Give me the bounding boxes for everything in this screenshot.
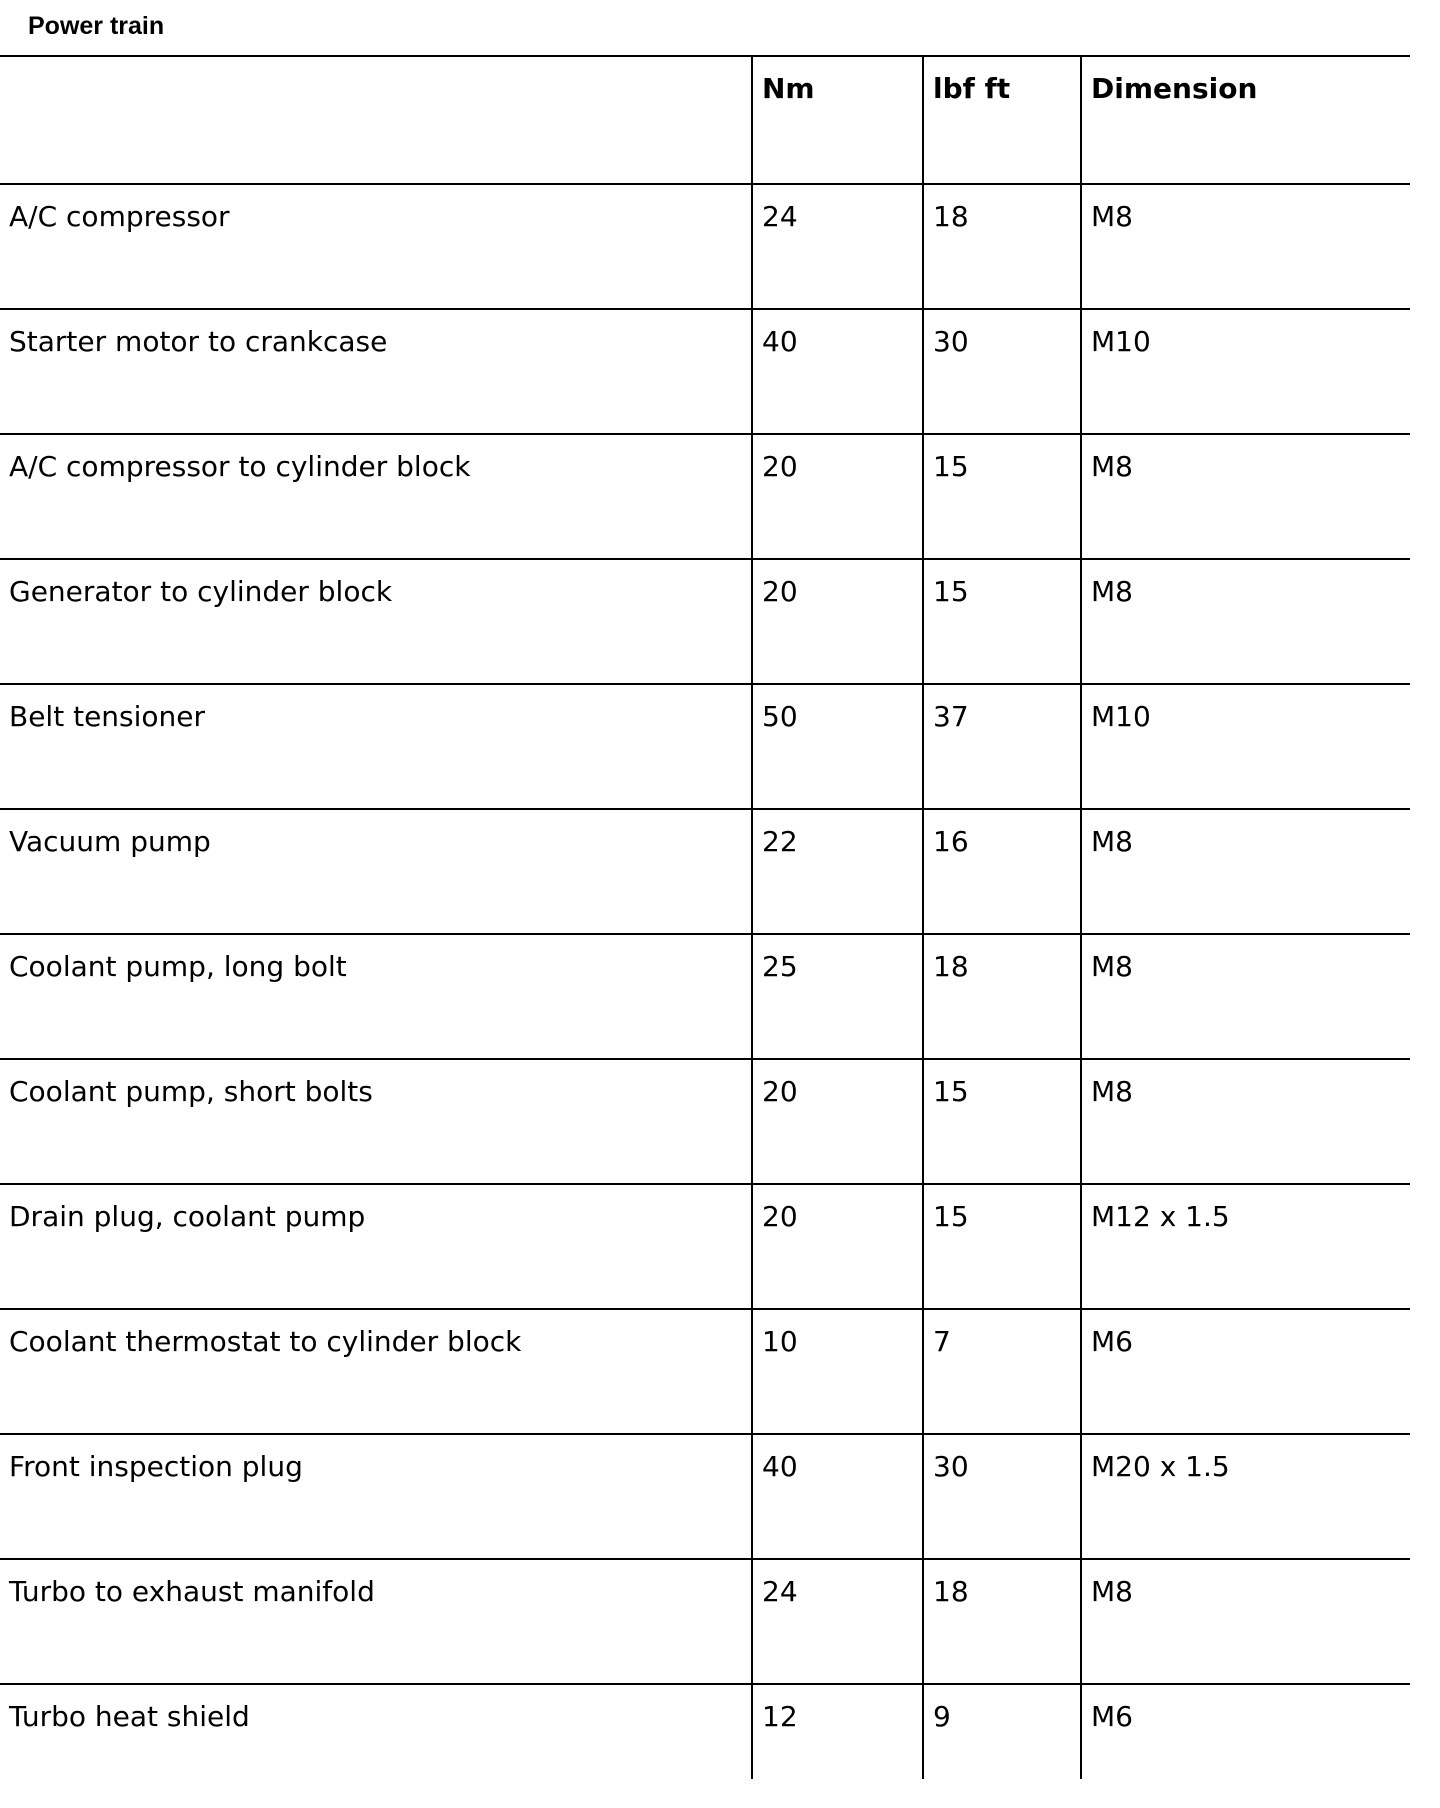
cell-dimension: M8	[1081, 559, 1410, 684]
cell-nm: 10	[752, 1309, 923, 1434]
cell-lbf-ft: 18	[923, 934, 1081, 1059]
cell-nm: 40	[752, 309, 923, 434]
table-row	[0, 1059, 1410, 1184]
cell-nm: 12	[752, 1684, 923, 1779]
cell-lbf-ft: 30	[923, 309, 1081, 434]
cell-lbf-ft: 15	[923, 559, 1081, 684]
cell-dimension: M8	[1081, 184, 1410, 309]
table-row	[0, 809, 1410, 934]
table-header-row	[0, 56, 1410, 184]
cell-dimension: M8	[1081, 1059, 1410, 1184]
table-row	[0, 1559, 1410, 1684]
header-nm: Nm	[752, 56, 923, 184]
cell-description: Coolant thermostat to cylinder block	[0, 1309, 752, 1434]
cell-description: Turbo to exhaust manifold	[0, 1559, 752, 1684]
cell-dimension: M8	[1081, 934, 1410, 1059]
cell-description: Vacuum pump	[0, 809, 752, 934]
cell-lbf-ft: 7	[923, 1309, 1081, 1434]
cell-dimension: M8	[1081, 809, 1410, 934]
cell-dimension: M8	[1081, 1559, 1410, 1684]
cell-description: A/C compressor to cylinder block	[0, 434, 752, 559]
cell-dimension: M8	[1081, 434, 1410, 559]
cell-nm: 40	[752, 1434, 923, 1559]
cell-description: Belt tensioner	[0, 684, 752, 809]
cell-description: Coolant pump, long bolt	[0, 934, 752, 1059]
header-lbf-ft: lbf ft	[923, 56, 1081, 184]
cell-description: Turbo heat shield	[0, 1684, 752, 1779]
cell-lbf-ft: 15	[923, 1184, 1081, 1309]
table-row	[0, 684, 1410, 809]
cell-nm: 20	[752, 1184, 923, 1309]
cell-nm: 50	[752, 684, 923, 809]
cell-description: Starter motor to crankcase	[0, 309, 752, 434]
cell-nm: 20	[752, 559, 923, 684]
cell-lbf-ft: 15	[923, 1059, 1081, 1184]
cell-dimension: M20 x 1.5	[1081, 1434, 1410, 1559]
cell-lbf-ft: 30	[923, 1434, 1081, 1559]
cell-lbf-ft: 37	[923, 684, 1081, 809]
cell-nm: 22	[752, 809, 923, 934]
section-title: Power train	[28, 12, 165, 40]
cell-nm: 20	[752, 434, 923, 559]
table-row	[0, 1309, 1410, 1434]
table-row	[0, 1184, 1410, 1309]
header-dimension: Dimension	[1081, 56, 1410, 184]
cell-description: Coolant pump, short bolts	[0, 1059, 752, 1184]
cell-dimension: M12 x 1.5	[1081, 1184, 1410, 1309]
torque-spec-table	[0, 55, 1410, 1779]
cell-nm: 25	[752, 934, 923, 1059]
table-row	[0, 309, 1410, 434]
table-row	[0, 434, 1410, 559]
cell-description: Front inspection plug	[0, 1434, 752, 1559]
cell-description: A/C compressor	[0, 184, 752, 309]
cell-nm: 24	[752, 1559, 923, 1684]
cell-lbf-ft: 18	[923, 184, 1081, 309]
cell-lbf-ft: 16	[923, 809, 1081, 934]
table-row	[0, 559, 1410, 684]
cell-lbf-ft: 18	[923, 1559, 1081, 1684]
cell-lbf-ft: 9	[923, 1684, 1081, 1779]
cell-description: Drain plug, coolant pump	[0, 1184, 752, 1309]
cell-dimension: M10	[1081, 684, 1410, 809]
table-row	[0, 1684, 1410, 1779]
table-row	[0, 934, 1410, 1059]
cell-dimension: M10	[1081, 309, 1410, 434]
cell-nm: 24	[752, 184, 923, 309]
cell-lbf-ft: 15	[923, 434, 1081, 559]
header-description	[0, 56, 752, 184]
table-row	[0, 1434, 1410, 1559]
table-row	[0, 184, 1410, 309]
cell-dimension: M6	[1081, 1684, 1410, 1779]
cell-description: Generator to cylinder block	[0, 559, 752, 684]
cell-nm: 20	[752, 1059, 923, 1184]
cell-dimension: M6	[1081, 1309, 1410, 1434]
